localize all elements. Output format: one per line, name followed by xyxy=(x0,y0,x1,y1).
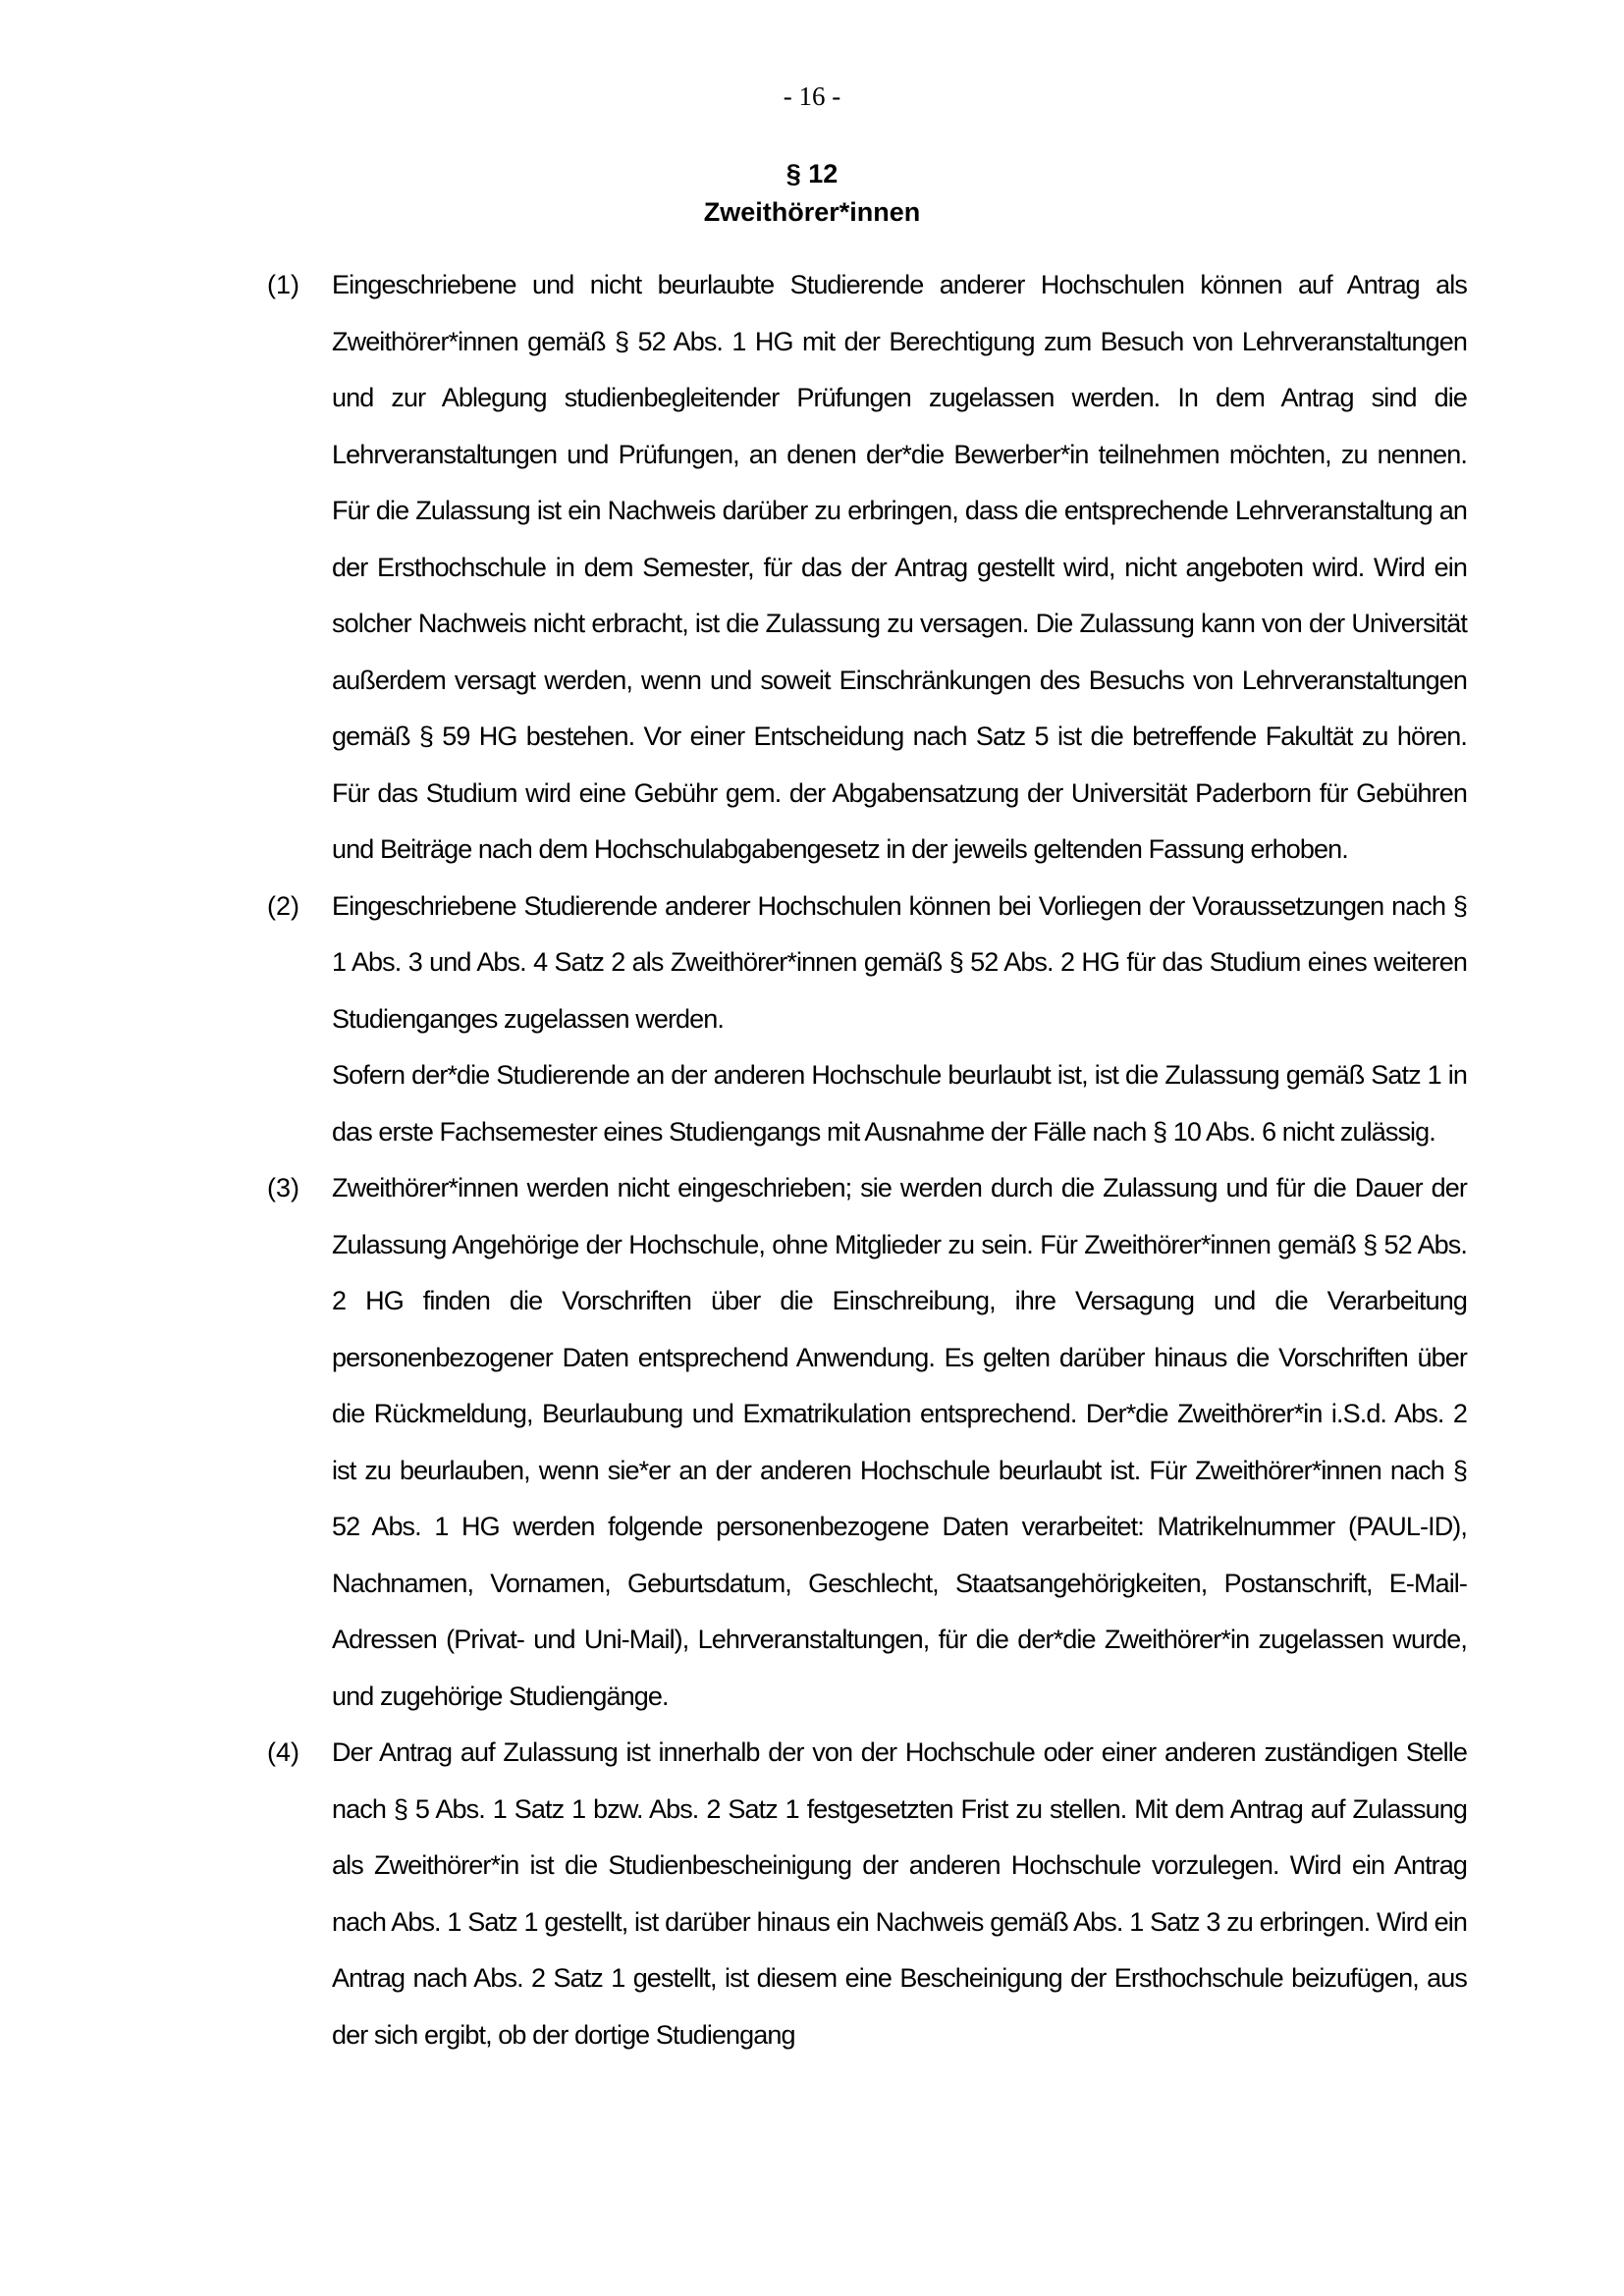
paragraph-line: Sofern der*die Studierende an der anderen Hochschule beurlaubt ist, ist die Zulassung gemäß Satz 1 in das erste Fachsemester eines Studiengangs mit Ausnahme der Fälle nach § 10 Abs. 6 nicht zulässig. xyxy=(332,1060,1467,1147)
paragraph-number: (1) xyxy=(267,270,299,299)
paragraph-3 xyxy=(267,1160,1467,1725)
document-body xyxy=(267,257,1467,2063)
section-title: Zweithörer*innen xyxy=(703,197,921,227)
paragraph-text xyxy=(332,1160,1467,1725)
paragraph-2 xyxy=(267,879,1467,1161)
paragraph-text xyxy=(332,257,1467,879)
paragraph-number: (2) xyxy=(267,890,299,921)
section-number: § 12 xyxy=(785,159,839,188)
paragraph-text xyxy=(332,879,1467,1161)
paragraph-1 xyxy=(267,257,1467,879)
paragraph-number: (4) xyxy=(267,1737,299,1767)
paragraph-line: Zweithörer*innen werden nicht eingeschrieben; sie werden durch die Zulassung und für die Dauer der Zulassung Angehörige der Hochschule, ohne Mitglieder zu sein. Für Zweithörer*innen gemäß § 52 Abs. 2 HG finden die Vorschriften über die Einschreibung, ihre Versagung und die Verarbeitung personenbezogener Daten entsprechend Anwendung. Es gelten darüber hinaus die Vorschriften über die Rückmeldung, Beurlaubung und Exmatrikulation entsprechend. Der*die Zweithörer*in i.S.d. Abs. 2 ist zu beurlauben, wenn sie*er an der anderen Hochschule beurlaubt ist. Für Zweithörer*innen nach § 52 Abs. 1 HG werden folgende personenbezogene Daten verarbeitet: Matrikelnummer (PAUL-ID), Nachnamen, Vornamen, Geburtsdatum, Geschlecht, Staatsangehörigkeiten, Postanschrift, E-Mail-Adressen (Privat- und Uni-Mail), Lehrveranstaltungen, für die der*die Zweithörer*in zugelassen wurde, und zugehörige Studiengänge. xyxy=(332,1173,1467,1711)
paragraph-text xyxy=(332,1725,1467,2063)
paragraph-line: Eingeschriebene und nicht beurlaubte Studierende anderer Hochschulen können auf Antrag als Zweithörer*innen gemäß § 52 Abs. 1 HG mit der Berechtigung zum Besuch von Lehrveranstaltungen und zur Ablegung studienbegleitender Prüfungen zugelassen werden. In dem Antrag sind die Lehrveranstaltungen und Prüfungen, an denen der*die Bewerber*in teilnehmen möchten, zu nennen. Für die Zulassung ist ein Nachweis darüber zu erbringen, dass die entsprechende Lehrveranstaltung an der Ersthochschule in dem Semester, für das der Antrag gestellt wird, nicht angeboten wird. Wird ein solcher Nachweis nicht erbracht, ist die Zulassung zu versagen. Die Zulassung kann von der Universität außerdem versagt werden, wenn und soweit Einschränkungen des Besuchs von Lehrveranstaltungen gemäß § 59 HG bestehen. Vor einer Entscheidung nach Satz 5 ist die betreffende Fakultät zu hören. Für das Studium wird eine Gebühr gem. der Abgabensatzung der Universität Paderborn für Gebühren und Beiträge nach dem Hochschulabgabengesetz in der jeweils geltenden Fassung erhoben. xyxy=(332,270,1467,864)
section-heading xyxy=(0,155,1624,232)
paragraph-4 xyxy=(267,1725,1467,2063)
paragraph-line: Eingeschriebene Studierende anderer Hochschulen können bei Vorliegen der Voraussetzungen nach § 1 Abs. 3 und Abs. 4 Satz 2 als Zweithörer*innen gemäß § 52 Abs. 2 HG für das Studium eines weiteren Studienganges zugelassen werden. xyxy=(332,890,1467,1034)
paragraph-line: Der Antrag auf Zulassung ist innerhalb der von der Hochschule oder einer anderen zuständigen Stelle nach § 5 Abs. 1 Satz 1 bzw. Abs. 2 Satz 1 festgesetzten Frist zu stellen. Mit dem Antrag auf Zulassung als Zweithörer*in ist die Studienbescheinigung der anderen Hochschule vorzulegen. Wird ein Antrag nach Abs. 1 Satz 1 gestellt, ist darüber hinaus ein Nachweis gemäß Abs. 1 Satz 3 zu erbringen. Wird ein Antrag nach Abs. 2 Satz 1 gestellt, ist diesem eine Bescheinigung der Ersthochschule beizufügen, aus der sich ergibt, ob der dortige Studiengang xyxy=(332,1737,1467,2050)
page-number: - 16 - xyxy=(783,81,841,111)
paragraph-number: (3) xyxy=(267,1173,299,1202)
